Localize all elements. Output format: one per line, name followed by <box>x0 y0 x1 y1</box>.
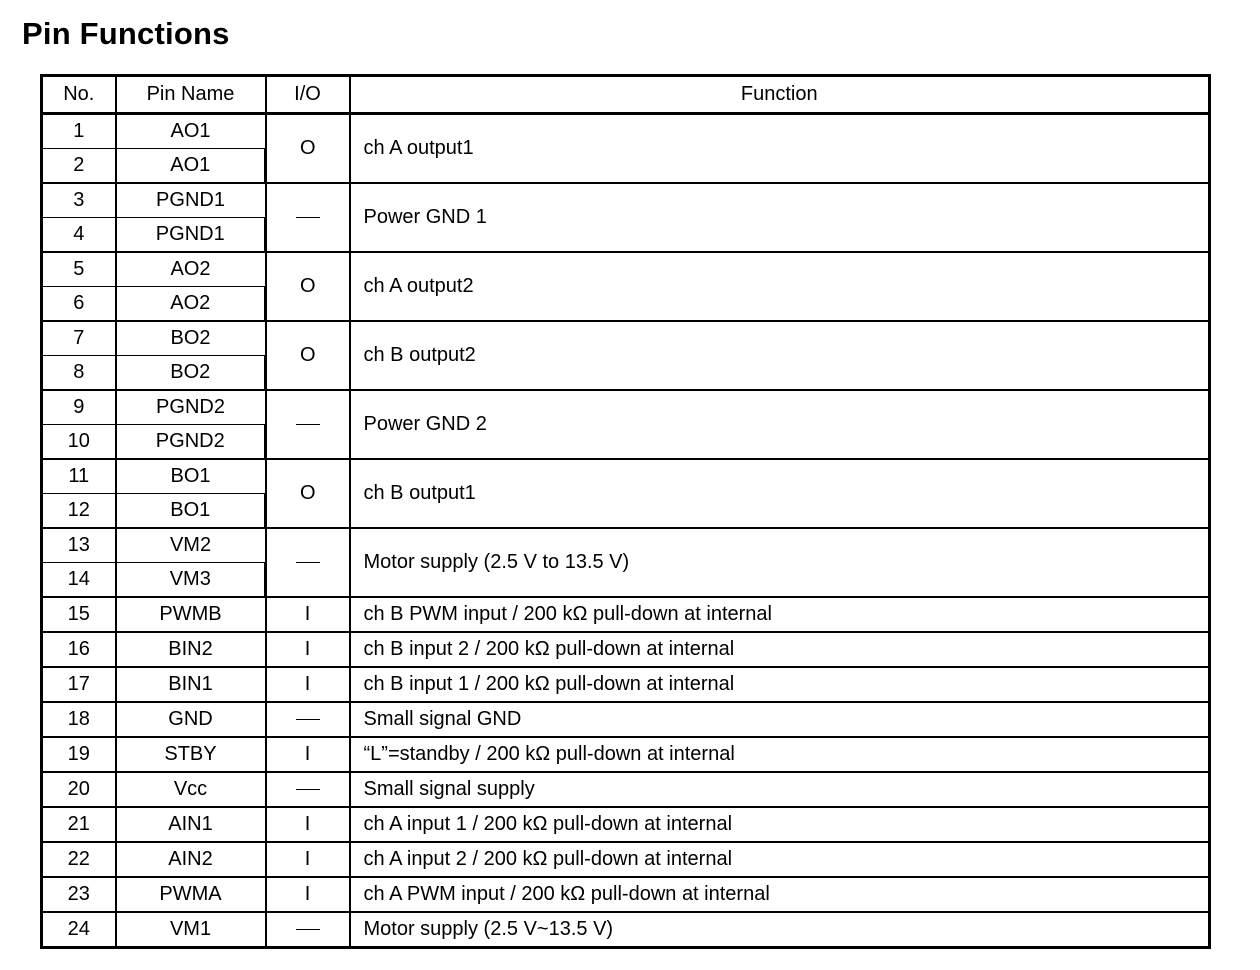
pin-io: I <box>266 877 350 912</box>
table-row <box>42 632 1210 667</box>
pin-number: 21 <box>42 807 116 842</box>
pin-name: PGND2 <box>116 425 266 460</box>
pin-io <box>266 912 350 948</box>
pin-number: 10 <box>42 425 116 460</box>
header-io: I/O <box>266 76 350 114</box>
table-row <box>42 772 1210 807</box>
pin-name: BIN1 <box>116 667 266 702</box>
pin-number: 1 <box>42 114 116 149</box>
pin-name: PGND1 <box>116 218 266 253</box>
pin-io-dash <box>296 562 320 563</box>
pin-number: 12 <box>42 494 116 529</box>
table-row <box>42 528 1210 563</box>
pin-name: BO1 <box>116 494 266 529</box>
pin-number: 9 <box>42 390 116 425</box>
pin-number: 17 <box>42 667 116 702</box>
pin-name: AIN1 <box>116 807 266 842</box>
pin-number: 14 <box>42 563 116 598</box>
pin-number: 2 <box>42 149 116 184</box>
pin-number: 16 <box>42 632 116 667</box>
header-no: No. <box>42 76 116 114</box>
pin-io: I <box>266 737 350 772</box>
pin-io: I <box>266 632 350 667</box>
pin-name: GND <box>116 702 266 737</box>
pin-io-dash <box>296 929 320 930</box>
pin-function: ch A PWM input / 200 kΩ pull-down at internal <box>350 877 1210 912</box>
pin-function: “L”=standby / 200 kΩ pull-down at internal <box>350 737 1210 772</box>
table-row <box>42 390 1210 425</box>
pin-name: VM1 <box>116 912 266 948</box>
pin-io-dash <box>296 217 320 218</box>
pin-io: O <box>266 321 350 390</box>
table-row <box>42 667 1210 702</box>
table-row <box>42 597 1210 632</box>
pin-io: I <box>266 667 350 702</box>
pin-io <box>266 528 350 597</box>
pin-io: O <box>266 252 350 321</box>
table-row <box>42 459 1210 494</box>
pin-function: ch B output1 <box>350 459 1210 528</box>
pin-number: 13 <box>42 528 116 563</box>
pin-function: ch B input 2 / 200 kΩ pull-down at internal <box>350 632 1210 667</box>
table-header-row <box>42 76 1210 114</box>
pin-number: 5 <box>42 252 116 287</box>
table-row <box>42 737 1210 772</box>
header-pin-name: Pin Name <box>116 76 266 114</box>
pin-function: Small signal GND <box>350 702 1210 737</box>
table-row <box>42 252 1210 287</box>
pin-number: 20 <box>42 772 116 807</box>
pin-number: 22 <box>42 842 116 877</box>
pin-io <box>266 702 350 737</box>
pin-function: ch A output2 <box>350 252 1210 321</box>
pin-io <box>266 390 350 459</box>
pin-io: O <box>266 459 350 528</box>
pin-number: 4 <box>42 218 116 253</box>
pin-io <box>266 183 350 252</box>
pin-number: 6 <box>42 287 116 322</box>
pin-name: VM3 <box>116 563 266 598</box>
pin-functions-table <box>40 74 1211 949</box>
pin-io-dash <box>296 789 320 790</box>
pin-io-dash <box>296 719 320 720</box>
pin-name: PWMB <box>116 597 266 632</box>
pin-name: STBY <box>116 737 266 772</box>
pin-function: ch A input 1 / 200 kΩ pull-down at internal <box>350 807 1210 842</box>
pin-function: ch B PWM input / 200 kΩ pull-down at internal <box>350 597 1210 632</box>
table-row <box>42 321 1210 356</box>
pin-function: ch A input 2 / 200 kΩ pull-down at internal <box>350 842 1210 877</box>
table-row <box>42 912 1210 948</box>
pin-name: AO1 <box>116 149 266 184</box>
pin-name: BO2 <box>116 356 266 391</box>
pin-name: PGND1 <box>116 183 266 218</box>
pin-number: 18 <box>42 702 116 737</box>
pin-function: ch B input 1 / 200 kΩ pull-down at internal <box>350 667 1210 702</box>
pin-io: O <box>266 114 350 184</box>
pin-name: AO1 <box>116 114 266 149</box>
pin-number: 11 <box>42 459 116 494</box>
pin-name: BO1 <box>116 459 266 494</box>
pin-io: I <box>266 597 350 632</box>
pin-number: 23 <box>42 877 116 912</box>
pin-name: AO2 <box>116 252 266 287</box>
pin-io: I <box>266 807 350 842</box>
pin-name: PGND2 <box>116 390 266 425</box>
table-body <box>42 114 1210 948</box>
pin-function: ch A output1 <box>350 114 1210 184</box>
pin-io <box>266 772 350 807</box>
pin-number: 8 <box>42 356 116 391</box>
pin-name: BIN2 <box>116 632 266 667</box>
pin-function: Small signal supply <box>350 772 1210 807</box>
table-row <box>42 877 1210 912</box>
table-row <box>42 183 1210 218</box>
pin-number: 24 <box>42 912 116 948</box>
pin-function: ch B output2 <box>350 321 1210 390</box>
pin-name: Vcc <box>116 772 266 807</box>
pin-function: Power GND 1 <box>350 183 1210 252</box>
pin-name: PWMA <box>116 877 266 912</box>
page-title: Pin Functions <box>22 16 230 51</box>
header-function: Function <box>350 76 1210 114</box>
pin-number: 3 <box>42 183 116 218</box>
pin-name: AO2 <box>116 287 266 322</box>
table-row <box>42 702 1210 737</box>
pin-io: I <box>266 842 350 877</box>
pin-number: 19 <box>42 737 116 772</box>
pin-function: Motor supply (2.5 V to 13.5 V) <box>350 528 1210 597</box>
pin-name: AIN2 <box>116 842 266 877</box>
table-row <box>42 114 1210 149</box>
table-row <box>42 807 1210 842</box>
pin-number: 15 <box>42 597 116 632</box>
pin-name: VM2 <box>116 528 266 563</box>
pin-function: Power GND 2 <box>350 390 1210 459</box>
pin-io-dash <box>296 424 320 425</box>
pin-name: BO2 <box>116 321 266 356</box>
pin-number: 7 <box>42 321 116 356</box>
pin-function: Motor supply (2.5 V~13.5 V) <box>350 912 1210 948</box>
table-row <box>42 842 1210 877</box>
